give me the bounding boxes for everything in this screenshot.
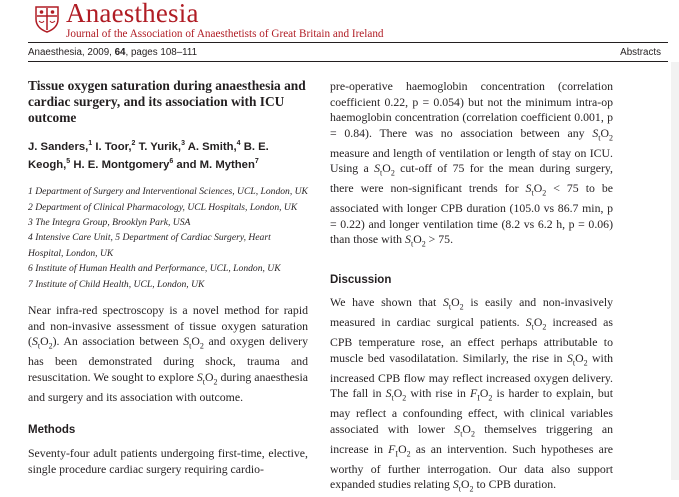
author-name: B. E. Keogh, [28, 140, 269, 171]
association-crest-icon [32, 3, 62, 33]
results-paragraph [330, 79, 613, 252]
author-affiliation-marker: 1 [88, 140, 93, 147]
author-affiliation-marker: 2 [131, 140, 136, 147]
affiliation-item: 2 Department of Clinical Pharmacology, UCL Hospitals, London, UK [28, 201, 298, 213]
author-affiliation-marker: 3 [181, 140, 185, 147]
citation-line: Anaesthesia, 2009, 64, pages 108–111 [28, 47, 198, 58]
citation-volume: 64 [114, 47, 126, 58]
author-affiliation-marker: 6 [169, 157, 174, 165]
journal-header [0, 0, 679, 62]
scrollbar[interactable] [671, 62, 679, 480]
affiliation-item: 7 Institute of Child Health, UCL, London, UK [28, 278, 205, 290]
author-affiliation-marker: 5 [66, 157, 71, 165]
methods-heading: Methods [28, 424, 76, 437]
intro-text: Near infra-red spectroscopy is a novel method for rapid and non-invasive assessment of tissue oxygen saturation $(S_tO_2)$. An association between $S_tO_2$ and oxygen delivery has been demonstrated during shock, trauma and resuscitation. We sought to explore $S_tO_2$ during anaesthesia and surgery and its association with outcome. [28, 302, 308, 404]
discussion-heading: Discussion [330, 274, 392, 287]
section-label: Abstracts [620, 47, 661, 58]
author-name: T. Yurik, [135, 140, 182, 153]
methods-paragraph [28, 446, 308, 477]
header-rule [28, 42, 668, 43]
intro-paragraph [28, 303, 308, 405]
right-column [330, 79, 613, 497]
results-text: pre-operative haemoglobin concentration (correlation coefficient 0.22, p = 0.054) but not the minimum intra-op haemoglobin concentration (correlation coefficient 0.001, p = 0.84). There was no association between any $S_tO_2$ measure and length of ventilation or length of stay on ICU. Using a $S_tO_2$ cut-off of 75 for the mean during surgery, there were non-significant trends for $S_tO_2 < 75$ to be associated with longer CPB duration (105.0 vs 86.7 min, p = 0.22) and longer ventilation time (8.2 vs 6.2 h, p = 0.06) than those with $S_tO_2 > 75$. [330, 79, 614, 249]
affiliation-list [28, 184, 308, 292]
author-affiliation-marker: 4 [236, 140, 241, 147]
affiliation-item: 1 Department of Surgery and Interventional Sciences, UCL, London, UK [28, 186, 308, 198]
affiliation-item: 4 Intensive Care Unit, 5 Department of Cardiac Surgery, Heart Hospital, London, UK [28, 232, 271, 259]
author-list [28, 137, 308, 172]
journal-title: Anaesthesia [66, 0, 199, 28]
discussion-text: We have shown that $S_tO_2$ is easily and non-invasively measured in cardiac surgical patients. $S_tO_2$ increased as CPB temperature rose, an effect perhaps attributable to muscle bed vasodilatation. Similarly, the rise in $S_tO_2$ with increased CPB flow may reflect increased oxygen delivery. The fall in $S_tO_2$ with rise in $F_IO_2$ is harder to explain, but may reflect a confounding effect, with clinical variables associated with lower $S_tO_2$ themselves triggering an increase in $F_IO_2$ as an intervention. Such hypotheses are worthy of further interrogation. Our data also support expanded studies relating $S_tO_2$ to CPB duration. [330, 295, 614, 494]
author-name: and M. Mythen [173, 158, 255, 171]
author-name: I. Toor, [92, 140, 132, 153]
author-affiliation-marker: 7 [254, 157, 259, 165]
author-name: H. E. Montgomery [70, 158, 170, 171]
author-name: J. Sanders, [28, 140, 89, 153]
methods-text: Seventy-four adult patients undergoing first-time, elective, single procedure cardiac surgery requiring cardio- [28, 446, 308, 476]
left-column [28, 78, 308, 477]
journal-subtitle: Journal of the Association of Anaesthetists of Great Britain and Ireland [66, 28, 384, 40]
affiliation-item: 3 The Integra Group, Brooklyn Park, USA [28, 216, 191, 228]
citation-rule [28, 61, 668, 62]
article-title: Tissue oxygen saturation during anaesthesia and cardiac surgery, and its association with ICU outcome [28, 78, 306, 125]
discussion-paragraph [330, 295, 613, 497]
affiliation-item: 6 Institute of Human Health and Performance, UCL, London, UK [28, 263, 281, 275]
author-name: A. Smith, [184, 140, 237, 153]
